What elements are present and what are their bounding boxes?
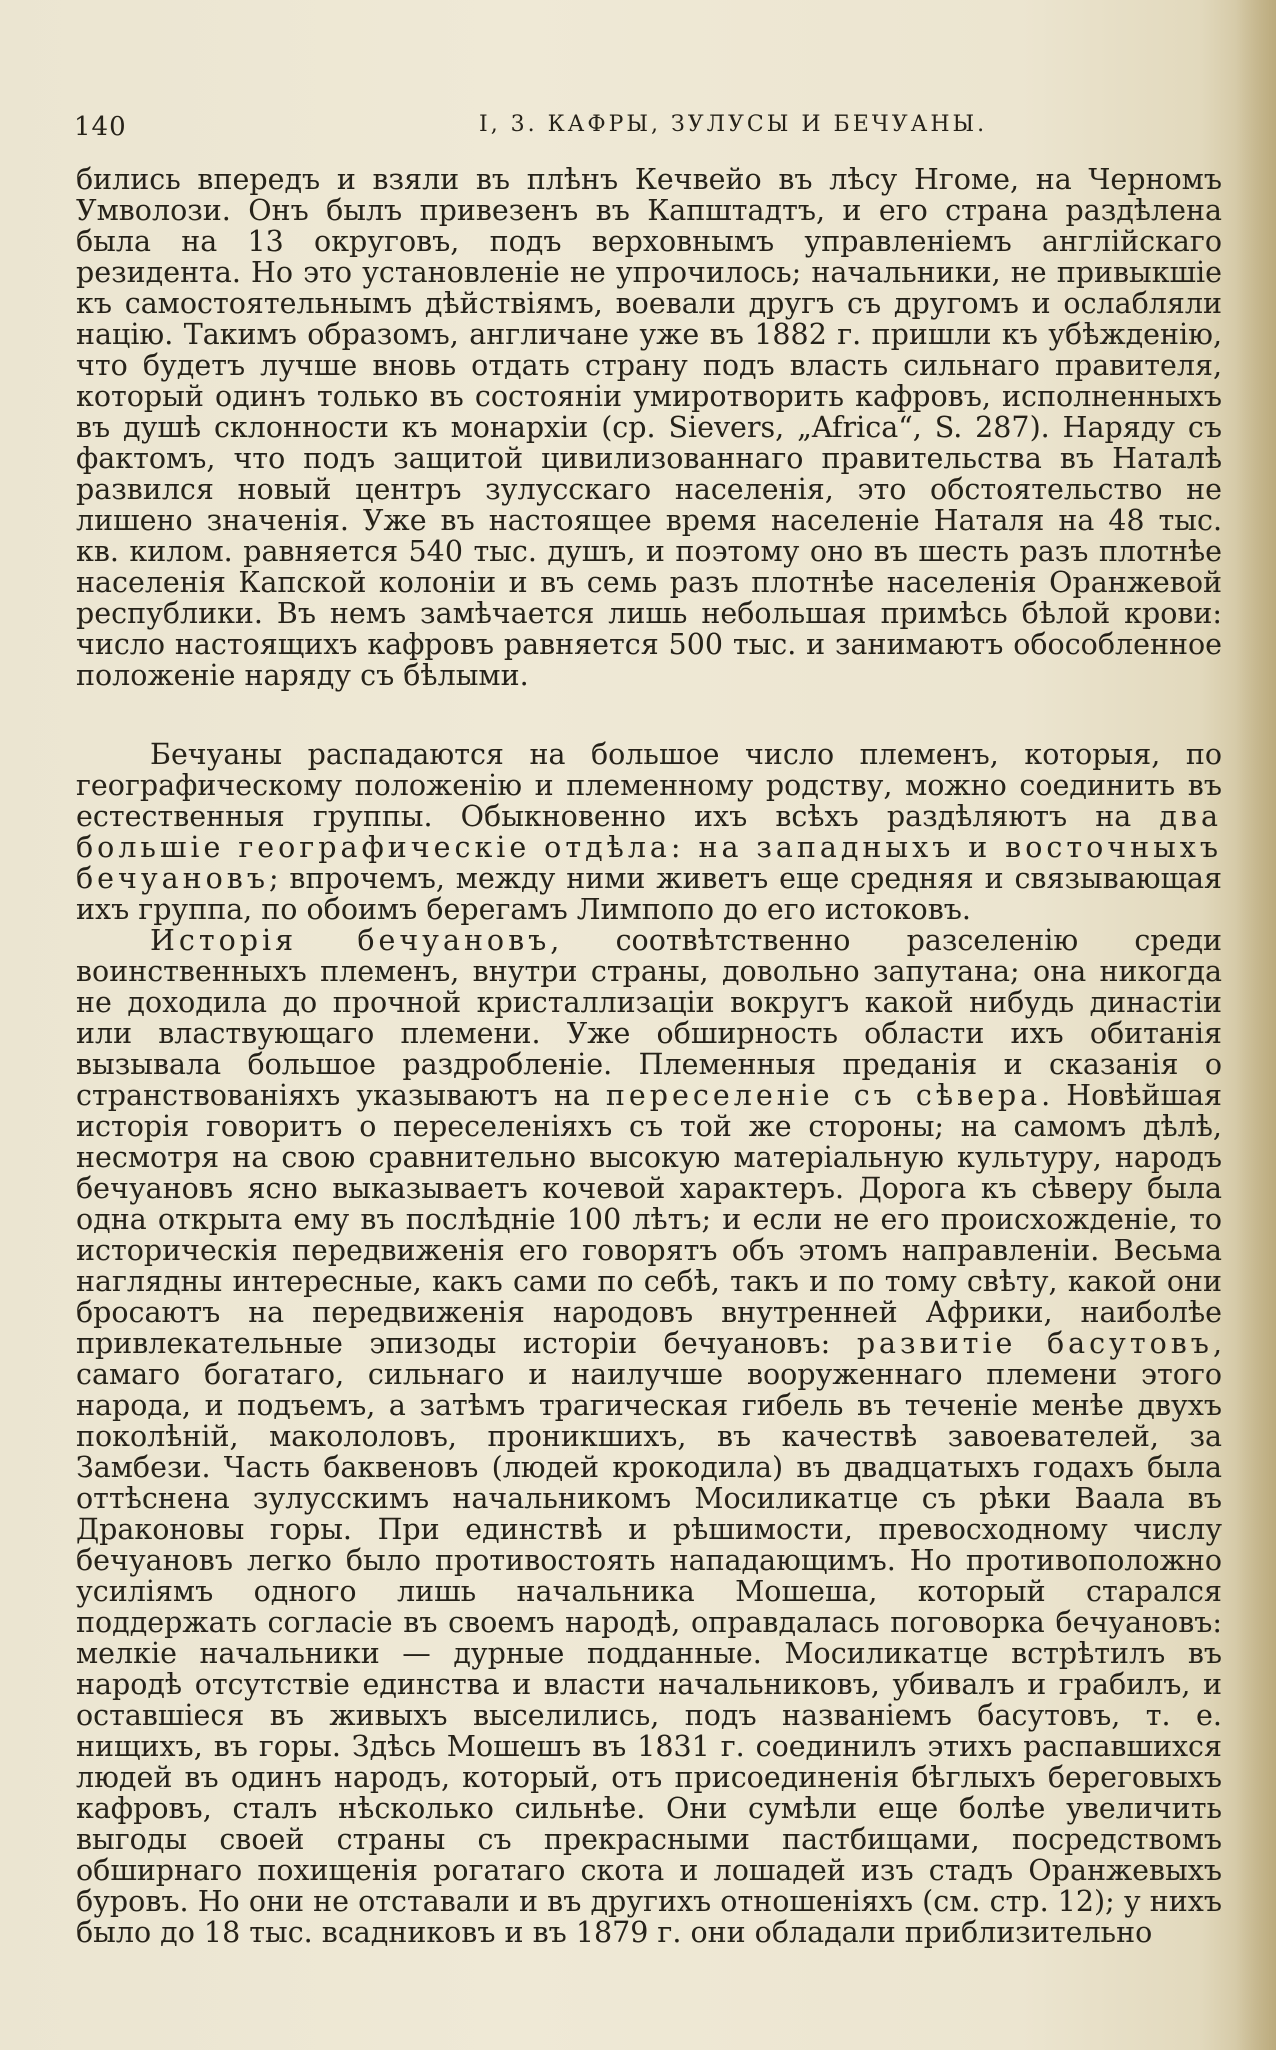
paragraph-text: . Новѣйшая исторія говоритъ о переселеніяхъ съ той же стороны; на самомъ дѣлѣ, несмотря на свою сравнительно высокую матеріальную культуру, народъ бечуановъ ясно выказываетъ кочевой характеръ. Дорога къ сѣверу была одна открыта ему въ послѣдніе 100 лѣтъ; и если не его происхожденіе, то историческія передвиженія его говорятъ объ этомъ направленіи. Весьма наглядны интересные, какъ сами по себѣ, такъ и по тому свѣту, какой они бросаютъ на передвиженія народовъ внутренней Африки, наиболѣе привлекательные эпизоды исторіи бечуановъ: <box>76 1079 1222 1360</box>
body-text <box>76 164 1222 1948</box>
paragraph-text: , соотвѣтственно разселенію среди воинственныхъ племенъ, внутри страны, довольно запутана; она никогда не доходила до прочной кристаллизаціи вокругъ какой нибудь династіи или властвующаго племени. Уже обширность области ихъ обитанія вызывала большое раздробленіе. Племенныя преданія и сказанія о странствованіяхъ указываютъ на <box>76 924 1222 1112</box>
spaced-emphasis: Исторія бечуановъ <box>150 924 551 957</box>
paragraph-text: , самаго богатаго, сильнаго и наилучше вооруженнаго племени этого народа, и подъемъ, а затѣмъ трагическая гибель въ теченіе менѣе двухъ поколѣній, макололовъ, проникшихъ, въ качествѣ завоевателей, за Замбези. Часть баквеновъ (людей крокодила) въ двадцатыхъ годахъ была оттѣснена зулусскимъ начальникомъ Мосиликатце съ рѣки Ваала въ Драконовы горы. При единствѣ и рѣшимости, превосходному числу бечуановъ легко было противостоять нападающимъ. Но противоположно усиліямъ одного лишь начальника Мошеша, который старался поддержать согласіе въ своемъ народѣ, оправдалась поговорка бечуановъ: мелкіе начальники — дурные подданные. Мосиликатце встрѣтилъ въ народѣ отсутствіе единства и власти начальниковъ, убивалъ и грабилъ, и оставшіеся въ живыхъ выселились, подъ названіемъ басутовъ, т. е. нищихъ, въ горы. Здѣсь Мошешъ въ 1831 г. соединилъ этихъ распавшихся людей въ одинъ народъ, который, отъ присоединенія бѣглыхъ береговыхъ кафровъ, сталъ нѣсколько сильнѣе. Они сумѣли еще болѣе увеличить выгоды своей страны съ прекрасными пастбищами, посредствомъ обширнаго похищенія рогатаго скота и лошадей изъ стадъ Оранжевыхъ буровъ. Но они не отставали и въ другихъ отношеніяхъ (см. стр. 12); у нихъ было до 18 тыс. всадниковъ и въ 1879 г. они обладали приблизительно <box>76 1327 1222 1949</box>
spaced-emphasis: переселеніе съ сѣвера <box>605 1079 1042 1112</box>
paragraph <box>76 925 1222 1948</box>
paragraph <box>76 739 1222 925</box>
paragraph-text: бились впередъ и взяли въ плѣнъ Кечвейо въ лѣсу Нгоме, на Черномъ Умволози. Онъ былъ привезенъ въ Капштадтъ, и его страна раздѣлена была на 13 округовъ, подъ верховнымъ управленіемъ англійскаго резидента. Но это установленіе не упрочилось; начальники, не привыкшіе къ самостоятельнымъ дѣйствіямъ, воевали другъ съ другомъ и ослабляли націю. Такимъ образомъ, англичане уже въ 1882 г. пришли къ убѣжденію, что будетъ лучше вновь отдать страну подъ власть сильнаго правителя, который одинъ только въ состояніи умиротворить кафровъ, исполненныхъ въ душѣ склонности къ монархіи (ср. Sievers, „Africa“, S. 287). Наряду съ фактомъ, что подъ защитой цивилизованнаго правительства въ Наталѣ развился новый центръ зулусскаго населенія, это обстоятельство не лишено значенія. Уже въ настоящее время населеніе Наталя на 48 тыс. кв. килом. равняется 540 тыс. душъ, и поэтому оно въ шесть разъ плотнѣе населенія Капской колоніи и въ семь разъ плотнѣе населенія Оранжевой республики. Въ немъ замѣчается лишь небольшая примѣсь бѣлой крови: число настоящихъ кафровъ равняется 500 тыс. и занимаютъ обособленное положеніе наряду съ бѣлыми. <box>76 163 1222 692</box>
paragraph-text: ; впрочемъ, между ними живетъ еще средняя и связывающая ихъ группа, по обоимъ берегамъ Лимпопо до его истоковъ. <box>76 862 1222 926</box>
spaced-emphasis: развитіе басутовъ <box>856 1327 1213 1360</box>
paragraph-text: Бечуаны распадаются на большое число племенъ, которыя, по географическому положенію и племенному родству, можно соединить въ естественныя группы. Обыкновенно ихъ всѣхъ раздѣляютъ на <box>76 738 1222 833</box>
page-number: 140 <box>74 112 127 142</box>
page-edge-shadow <box>1236 0 1276 2050</box>
spaced-emphasis: два большіе географическіе отдѣла: на западныхъ и восточныхъ бечуановъ <box>76 800 1222 895</box>
page-header <box>74 104 1214 148</box>
running-head: I, 3. КАФРЫ, ЗУЛУСЫ И БЕЧУАНЫ. <box>479 112 988 137</box>
paragraph <box>76 164 1222 691</box>
